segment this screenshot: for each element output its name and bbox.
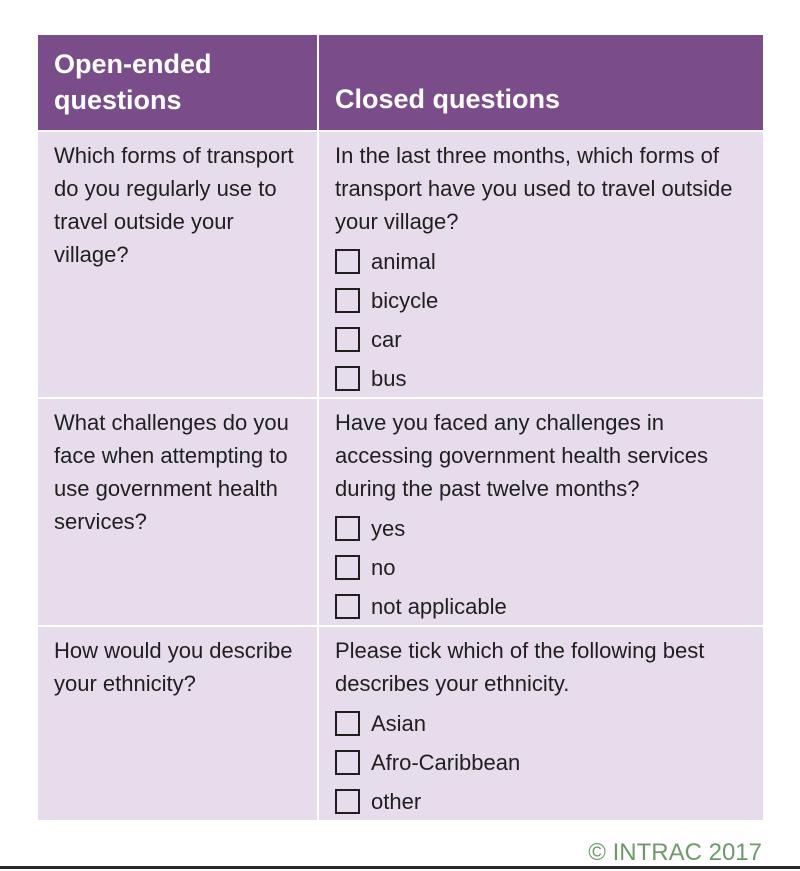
checkbox-icon[interactable] bbox=[335, 516, 360, 541]
option-row bbox=[335, 704, 749, 743]
option-label: bus bbox=[371, 366, 407, 391]
closed-question-3: Please tick which of the following best describes your ethnicity. bbox=[335, 638, 705, 696]
header-open-ended bbox=[38, 35, 317, 130]
option-label: no bbox=[371, 555, 396, 580]
checkbox-icon[interactable] bbox=[335, 711, 360, 736]
open-question-cell-3 bbox=[38, 627, 317, 820]
bottom-divider bbox=[0, 866, 800, 869]
header-closed bbox=[319, 35, 763, 130]
option-label: Afro-Caribbean bbox=[371, 750, 521, 775]
option-label: not applicable bbox=[371, 594, 507, 619]
open-question-cell-1 bbox=[38, 132, 317, 397]
header-open-ended-line1: Open-ended bbox=[54, 49, 212, 79]
options-list-3 bbox=[335, 704, 749, 821]
option-label: other bbox=[371, 789, 422, 814]
option-row bbox=[335, 320, 749, 359]
open-question-2: What challenges do you face when attempting to use government health services? bbox=[54, 410, 289, 534]
checkbox-icon[interactable] bbox=[335, 288, 360, 313]
option-row bbox=[335, 743, 749, 782]
option-label: bicycle bbox=[371, 288, 439, 313]
options-list-1 bbox=[335, 242, 749, 398]
closed-question-cell-3 bbox=[319, 627, 763, 820]
option-row bbox=[335, 359, 749, 398]
header-open-ended-line2: questions bbox=[54, 85, 182, 115]
copyright-footer: © INTRAC 2017 bbox=[588, 839, 762, 866]
checkbox-icon[interactable] bbox=[335, 789, 360, 814]
header-closed-label: Closed questions bbox=[335, 84, 561, 114]
open-question-1: Which forms of transport do you regularly use to travel outside your village? bbox=[54, 143, 294, 267]
option-row bbox=[335, 587, 749, 626]
option-label: Asian bbox=[371, 711, 427, 736]
option-label: yes bbox=[371, 516, 406, 541]
option-row bbox=[335, 548, 749, 587]
checkbox-icon[interactable] bbox=[335, 249, 360, 274]
option-label: car bbox=[371, 327, 402, 352]
checkbox-icon[interactable] bbox=[335, 750, 360, 775]
checkbox-icon[interactable] bbox=[335, 366, 360, 391]
closed-question-2: Have you faced any challenges in accessing government health services during the past twelve months? bbox=[335, 410, 708, 501]
options-list-2 bbox=[335, 509, 749, 626]
option-label: animal bbox=[371, 249, 436, 274]
open-question-cell-2 bbox=[38, 399, 317, 625]
option-row bbox=[335, 509, 749, 548]
option-row bbox=[335, 782, 749, 821]
checkbox-icon[interactable] bbox=[335, 594, 360, 619]
closed-question-cell-1 bbox=[319, 132, 763, 397]
checkbox-icon[interactable] bbox=[335, 327, 360, 352]
questions-table bbox=[38, 35, 763, 820]
checkbox-icon[interactable] bbox=[335, 555, 360, 580]
option-row bbox=[335, 242, 749, 281]
closed-question-1: In the last three months, which forms of transport have you used to travel outside your village? bbox=[335, 143, 733, 234]
open-question-3: How would you describe your ethnicity? bbox=[54, 638, 293, 696]
option-row bbox=[335, 281, 749, 320]
closed-question-cell-2 bbox=[319, 399, 763, 625]
